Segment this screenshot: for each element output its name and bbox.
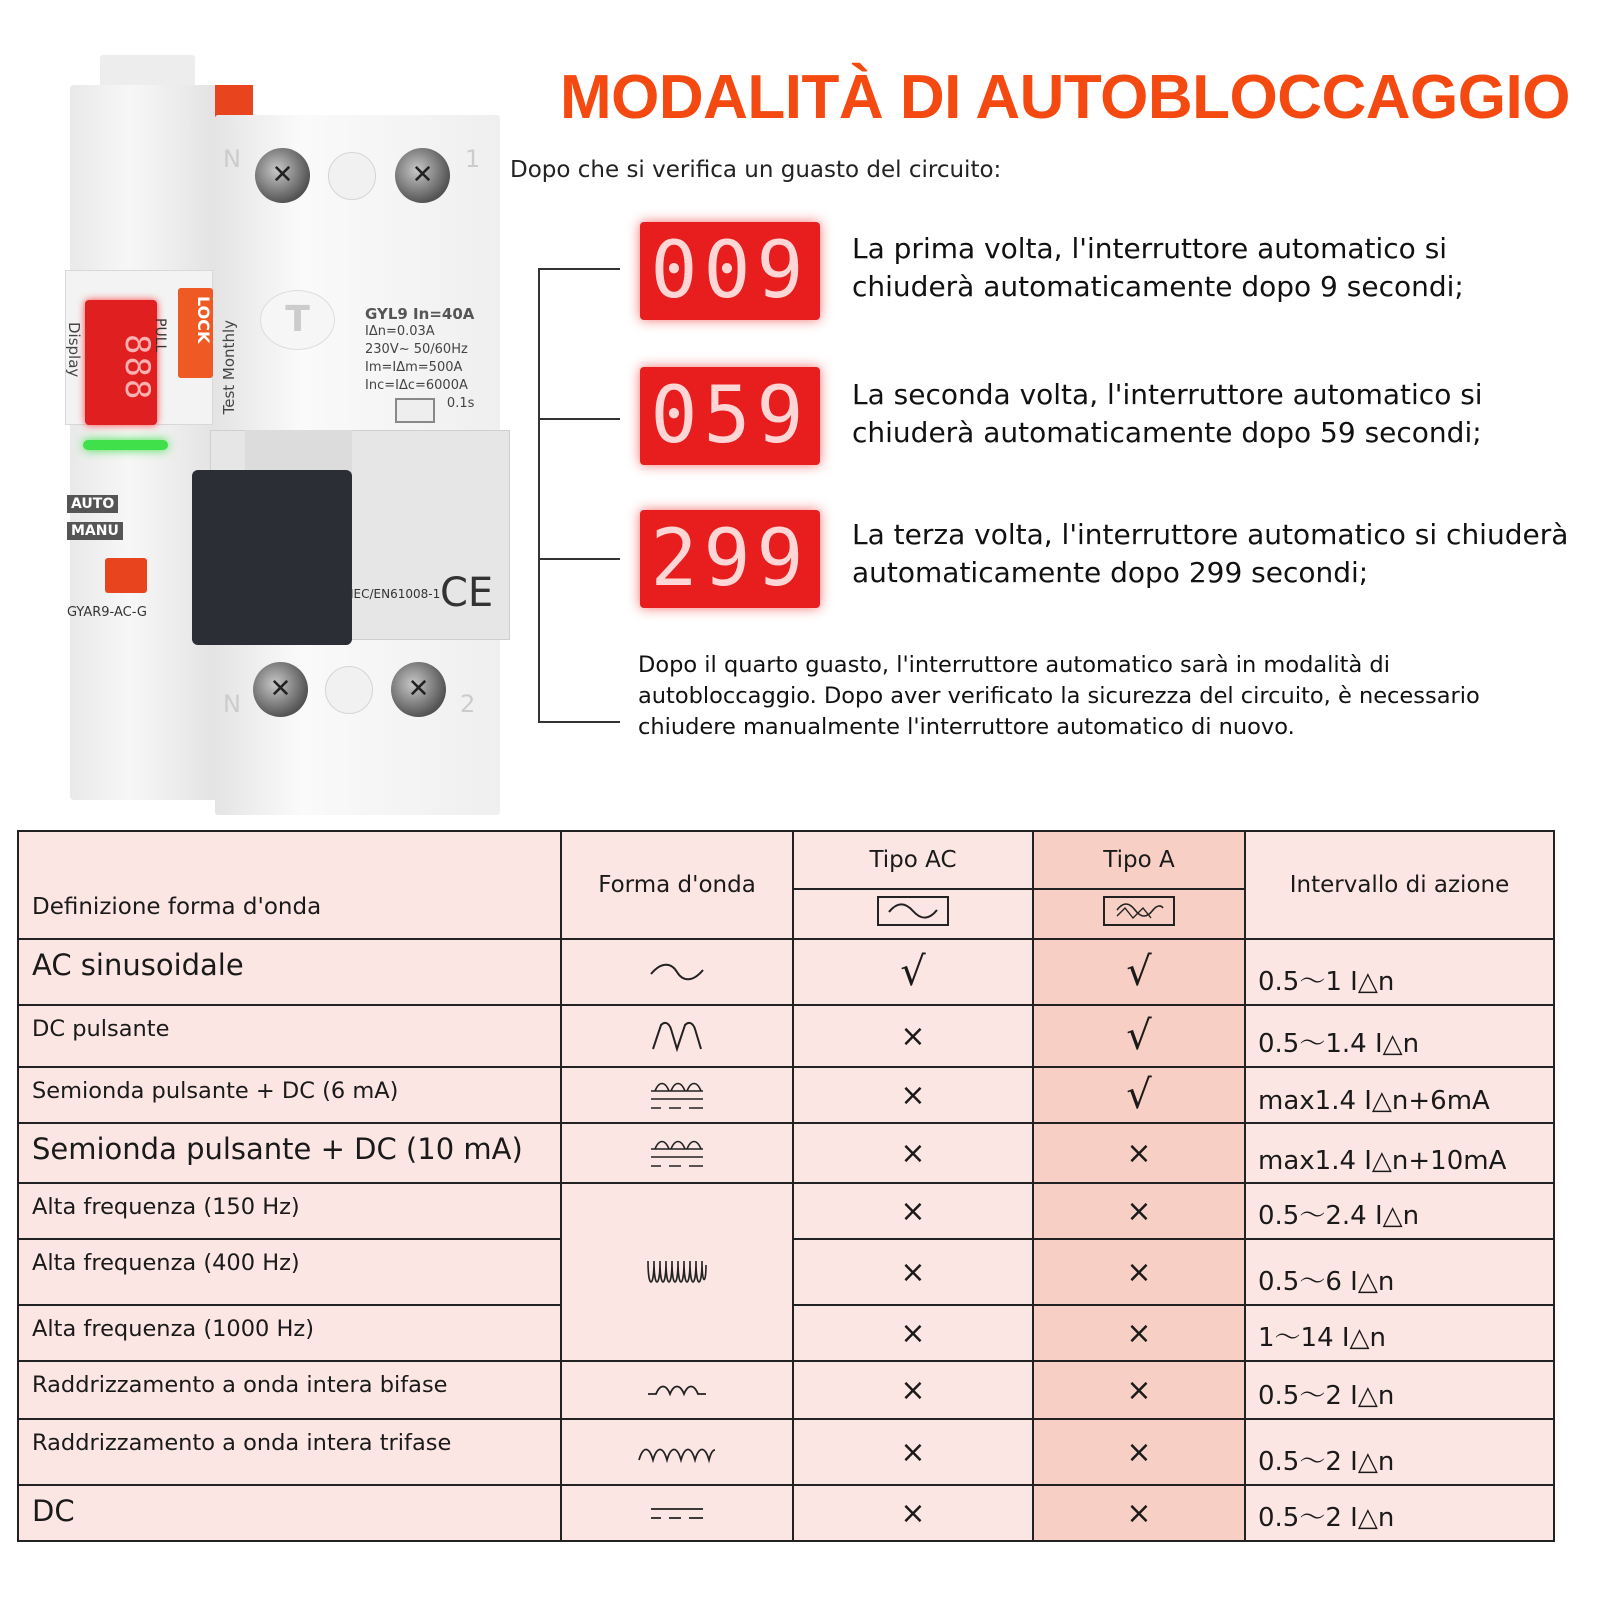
type-a-mark: ×: [1033, 1183, 1245, 1239]
ce-mark: CE: [440, 570, 494, 616]
waveform-cell: [561, 939, 793, 1005]
type-ac-mark: ×: [793, 1067, 1033, 1123]
row-definition: Semionda pulsante + DC (6 mA): [18, 1067, 561, 1123]
half-wave-dc-icon: [647, 1077, 707, 1113]
row-range: 0.5～2 I△n: [1245, 1419, 1554, 1485]
spec-line: 230V~ 50/60Hz: [365, 342, 468, 357]
type-a-mark: ×: [1033, 1239, 1245, 1305]
table-row: [18, 939, 1554, 1005]
lock-label: LOCK: [194, 296, 213, 344]
standard-label: IEC/EN61008-1: [350, 587, 441, 601]
row-range: 0.5～1.4 I△n: [1245, 1005, 1554, 1067]
breaker-toggle-handle[interactable]: [192, 470, 352, 645]
row-range: max1.4 I△n+6mA: [1245, 1067, 1554, 1123]
type-ac-icon: [793, 889, 1033, 939]
spec-line: Inc=IΔc=6000A: [365, 378, 468, 393]
bracket-tick: [538, 558, 620, 560]
spec-line: IΔn=0.03A: [365, 324, 435, 339]
waveform-cell: [561, 1067, 793, 1123]
terminal-label: N: [223, 145, 241, 173]
counter-value: 299: [650, 514, 810, 604]
row-range: max1.4 I△n+10mA: [1245, 1123, 1554, 1183]
type-ac-mark: ×: [793, 1419, 1033, 1485]
row-range: 0.5～6 I△n: [1245, 1239, 1554, 1305]
screw-bottom-right: [391, 662, 446, 717]
waveform-cell: [561, 1123, 793, 1183]
manu-label: MANU: [67, 522, 123, 540]
table-row: [18, 1067, 1554, 1123]
test-button[interactable]: [395, 398, 435, 423]
header-definition: Definizione forma d'onda: [18, 831, 561, 939]
auto-manu-switch[interactable]: [105, 558, 147, 593]
counter-value: 009: [650, 226, 810, 316]
display-label: Display: [65, 322, 83, 378]
type-ac-mark: ×: [793, 1239, 1033, 1305]
row-definition: Alta frequenza (400 Hz): [18, 1239, 561, 1305]
trip-time: 0.1s: [446, 396, 475, 411]
hole-bottom: [325, 666, 373, 714]
dc-icon: [647, 1502, 707, 1524]
type-a-mark: √: [1033, 939, 1245, 1005]
auto-label: AUTO: [67, 495, 118, 513]
sine-wave-icon: [647, 960, 707, 984]
header-type-a: Tipo A: [1033, 831, 1245, 889]
type-a-icon: [1033, 889, 1245, 939]
type-a-mark: ×: [1033, 1485, 1245, 1541]
table-row: [18, 1005, 1554, 1067]
waveform-cell: [561, 1183, 793, 1361]
row-definition: Raddrizzamento a onda intera bifase: [18, 1361, 561, 1419]
table-row: [18, 1485, 1554, 1541]
waveform-cell: [561, 1005, 793, 1067]
intro-text: Dopo che si verifica un guasto del circuito:: [510, 157, 1002, 183]
spec-line: Im=IΔm=500A: [365, 360, 463, 375]
row-range: 0.5～2 I△n: [1245, 1485, 1554, 1541]
display-digits: 888: [117, 333, 157, 402]
header-range: Intervallo di azione: [1245, 831, 1554, 939]
row-definition: DC: [18, 1485, 561, 1541]
step-text: La seconda volta, l'interruttore automatico si chiuderà automaticamente dopo 59 secondi;: [852, 378, 1483, 449]
row-range: 0.5～2 I△n: [1245, 1361, 1554, 1419]
led-counter: [640, 222, 820, 320]
counter-value: 059: [650, 371, 810, 461]
type-ac-mark: √: [793, 939, 1033, 1005]
header-waveform: Forma d'onda: [561, 831, 793, 939]
type-ac-mark: ×: [793, 1485, 1033, 1541]
type-a-mark: ×: [1033, 1123, 1245, 1183]
bracket-vertical: [538, 268, 540, 723]
bracket-tick: [538, 268, 620, 270]
row-definition: Semionda pulsante + DC (10 mA): [18, 1123, 561, 1183]
bracket-tick: [538, 721, 620, 723]
step-text: La terza volta, l'interruttore automatico si chiuderà automaticamente dopo 299 secondi;: [852, 518, 1569, 589]
row-definition: Alta frequenza (150 Hz): [18, 1183, 561, 1239]
test-monthly-label: Test Monthly: [220, 320, 238, 415]
table-row: [18, 1123, 1554, 1183]
spec-title: GYL9 In=40A: [365, 305, 475, 323]
row-definition: DC pulsante: [18, 1005, 561, 1067]
table-row: [18, 1419, 1554, 1485]
waveform-cell: [561, 1485, 793, 1541]
lock-button[interactable]: [178, 288, 213, 378]
page-title: MODALITÀ DI AUTOBLOCCAGGIO: [560, 63, 1570, 132]
type-a-mark: ×: [1033, 1419, 1245, 1485]
row-range: 0.5～1 I△n: [1245, 939, 1554, 1005]
led-counter: [640, 367, 820, 465]
row-definition: AC sinusoidale: [18, 939, 561, 1005]
screw-top-left: [255, 148, 310, 203]
type-ac-mark: ×: [793, 1005, 1033, 1067]
type-ac-mark: ×: [793, 1361, 1033, 1419]
final-note: Dopo il quarto guasto, l'interruttore automatico sarà in modalità di autobloccaggio. Dopo aver verificato la sicurezza del circuito, è necessario chiudere manualmente l'interruttore automatico di nuovo.: [638, 652, 1480, 740]
pull-label: PULL: [152, 318, 168, 353]
model-label: GYAR9-AC-G: [67, 605, 147, 620]
row-definition: Raddrizzamento a onda intera trifase: [18, 1419, 561, 1485]
type-a-mark: √: [1033, 1005, 1245, 1067]
led-counter: [640, 510, 820, 608]
terminal-label: 1: [465, 145, 481, 173]
header-type-ac: Tipo AC: [793, 831, 1033, 889]
type-ac-mark: ×: [793, 1305, 1033, 1361]
step-text: La prima volta, l'interruttore automatico si chiuderà automaticamente dopo 9 secondi;: [852, 232, 1464, 303]
breaker-display: [85, 300, 157, 425]
row-range: 1～14 I△n: [1245, 1305, 1554, 1361]
handle-top: [245, 430, 352, 475]
type-a-mark: ×: [1033, 1305, 1245, 1361]
waveform-cell: [561, 1419, 793, 1485]
half-wave-dc-icon: [647, 1135, 707, 1171]
row-definition: Alta frequenza (1000 Hz): [18, 1305, 561, 1361]
table-row: [18, 1183, 1554, 1239]
type-ac-mark: ×: [793, 1123, 1033, 1183]
breaker-illustration: [55, 50, 525, 805]
terminal-label: 2: [460, 690, 476, 718]
pulsating-dc-icon: [647, 1019, 707, 1053]
row-range: 0.5～2.4 I△n: [1245, 1183, 1554, 1239]
spec-block: [365, 305, 474, 413]
screw-top-right: [395, 148, 450, 203]
hole-top: [328, 152, 376, 200]
status-led: [83, 440, 168, 450]
three-phase-rectified-icon: [635, 1440, 719, 1464]
high-frequency-icon: [644, 1255, 710, 1289]
bracket-tick: [538, 418, 620, 420]
screw-bottom-left: [253, 662, 308, 717]
type-a-mark: ×: [1033, 1361, 1245, 1419]
type-a-wave-icon: [1103, 896, 1175, 926]
waveform-table: [17, 830, 1555, 1542]
terminal-label: N: [223, 690, 241, 718]
type-ac-mark: ×: [793, 1183, 1033, 1239]
waveform-cell: [561, 1361, 793, 1419]
brand-logo: T: [260, 290, 335, 350]
type-a-mark: √: [1033, 1067, 1245, 1123]
two-phase-rectified-icon: [644, 1378, 710, 1402]
ac-sine-icon: [877, 896, 949, 926]
table-row: [18, 1361, 1554, 1419]
